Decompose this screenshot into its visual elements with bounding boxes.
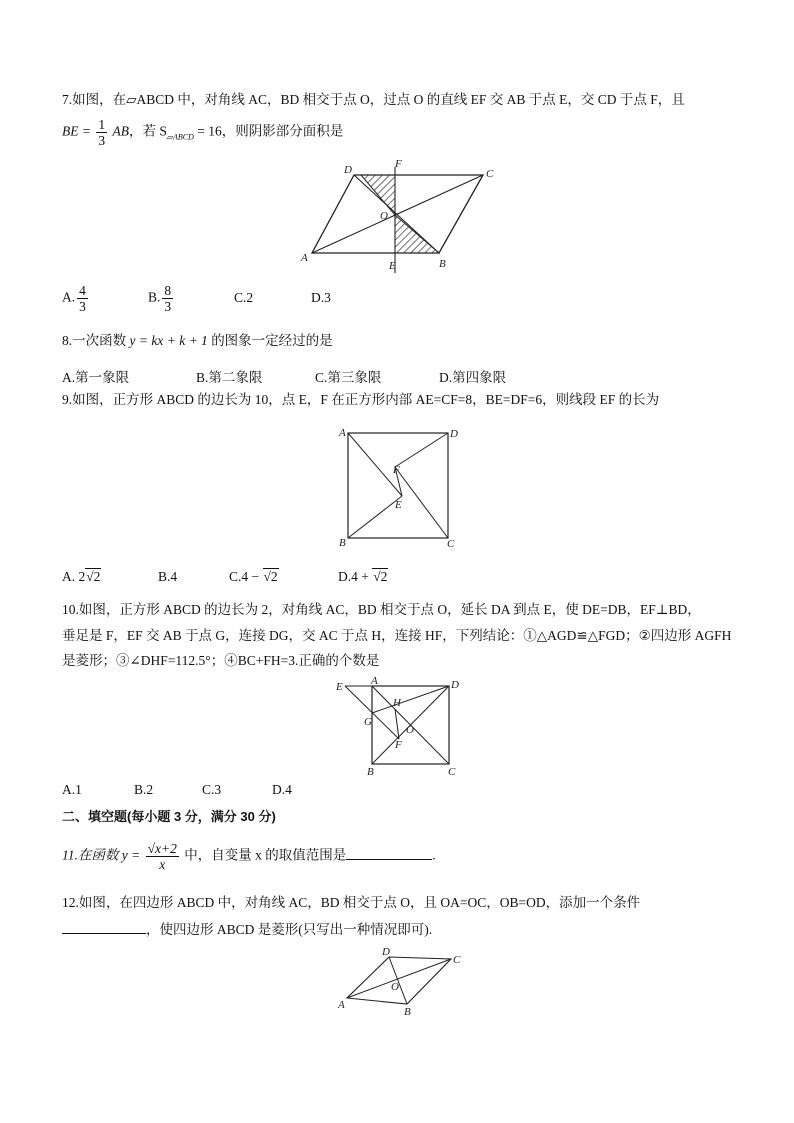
q7-option-b[interactable]: B. $\frac{8}{3}$ — [148, 283, 172, 314]
q7-line2 — [62, 117, 343, 148]
label-C: C — [448, 766, 456, 778]
q7-cond: ，若 S — [128, 123, 167, 139]
label-F: F — [393, 464, 400, 476]
label-O: O — [380, 210, 388, 222]
q10-line2: 垂足是 F，EF 交 AB 于点 G，连接 DG，交 AC 于点 H，连接 HF，下列结论：①△AGD≌△FGD；②四边形 AGFH — [62, 628, 732, 643]
label-C: C — [447, 538, 455, 548]
label-C: C — [453, 954, 461, 966]
label-A: A — [339, 427, 346, 439]
figure-q10-square — [333, 676, 463, 778]
q12-line2: ，使四边形 ABCD 是菱形(只写出一种情况即可). — [62, 917, 432, 941]
section-title-fill-blank: 二、填空题(每小题 3 分，满分 30 分) — [62, 809, 276, 824]
q7-sub: ▱ABCD — [166, 132, 194, 142]
q7-line1: 7.如图，在▱ABCD 中，对角线 AC，BD 相交于点 O，过点 O 的直线 EF 交 AB 于点 E，交 CD 于点 F，且 — [62, 92, 685, 107]
figure-q12-quadrilateral — [334, 946, 464, 1020]
q8-formula: y = kx + k + 1 — [129, 333, 208, 348]
label-A: A — [338, 999, 345, 1011]
label-E: E — [389, 260, 396, 272]
q7-tail: = 16，则阴影部分面积是 — [193, 123, 344, 139]
label-B: B — [339, 537, 346, 548]
q11-fraction: $\frac{√x+2}{x}$ — [147, 841, 177, 872]
label-D: D — [450, 428, 458, 440]
label-A: A — [301, 252, 308, 264]
label-D: D — [382, 946, 390, 958]
label-O: O — [391, 981, 399, 993]
q8-option-a[interactable]: A.第一象限 — [62, 370, 130, 385]
q9-option-c[interactable]: C.4 − √2 — [229, 569, 278, 584]
q7-ab: AB — [112, 123, 129, 139]
q12-answer-blank[interactable] — [62, 917, 146, 934]
q12-line1: 12.如图，在四边形 ABCD 中，对角线 AC，BD 相交于点 O，且 OA=OC，OB=OD，添加一个条件 — [62, 895, 641, 910]
label-B: B — [367, 766, 374, 778]
q8-option-c[interactable]: C.第三象限 — [315, 370, 382, 385]
label-E: E — [395, 499, 402, 511]
q10-option-b[interactable]: B.2 — [134, 782, 154, 797]
q11-stem: 11.在函数 y = $\frac{√x+2}{x}$ 中，自变量 x 的取值范围是 . — [62, 841, 436, 872]
q7-option-a[interactable]: A. $\frac{4}{3}$ — [62, 283, 86, 314]
label-E: E — [336, 681, 343, 693]
q11-prefix: 11.在函数 y = — [62, 847, 141, 863]
q7-option-d[interactable]: D.3 — [311, 290, 331, 305]
label-C: C — [486, 168, 494, 180]
label-H: H — [393, 697, 401, 709]
figure-q7-parallelogram — [296, 155, 496, 275]
label-D: D — [451, 679, 459, 691]
q8-option-b[interactable]: B.第二象限 — [196, 370, 263, 385]
label-B: B — [404, 1006, 411, 1018]
q7-fraction: $\frac{1}{3}$ — [98, 117, 106, 148]
q9-option-b[interactable]: B.4 — [158, 569, 178, 584]
q9-stem: 9.如图，正方形 ABCD 的边长为 10，点 E，F 在正方形内部 AE=CF=8，BE=DF=6，则线段 EF 的长为 — [62, 392, 660, 407]
q10-option-a[interactable]: A.1 — [62, 782, 82, 797]
q8-stem: 8.一次函数 y = kx + k + 1 的图象一定经过的是 — [62, 333, 333, 348]
q7-option-c[interactable]: C.2 — [234, 290, 254, 305]
q10-line3: 是菱形；③∠DHF=112.5°；④BC+FH=3.正确的个数是 — [62, 653, 380, 668]
figure-q9-square — [336, 424, 461, 548]
q10-option-c[interactable]: C.3 — [202, 782, 222, 797]
q9-option-a[interactable]: A. 2√2 — [62, 569, 101, 584]
label-G: G — [364, 716, 372, 728]
label-B: B — [439, 258, 446, 270]
label-F: F — [395, 739, 402, 751]
q10-line1: 10.如图，正方形 ABCD 的边长为 2，对角线 AC，BD 相交于点 O，延长 DA 到点 E，使 DE=DB，EF⊥BD， — [62, 602, 701, 617]
label-O: O — [406, 724, 414, 736]
q10-option-d[interactable]: D.4 — [272, 782, 292, 797]
q8-option-d[interactable]: D.第四象限 — [439, 370, 507, 385]
label-F: F — [395, 158, 402, 170]
q9-option-d[interactable]: D.4 + √2 — [338, 569, 388, 584]
label-A: A — [371, 676, 378, 687]
label-D: D — [344, 164, 352, 176]
q11-answer-blank[interactable] — [346, 859, 432, 860]
q7-be: BE = — [62, 123, 91, 139]
